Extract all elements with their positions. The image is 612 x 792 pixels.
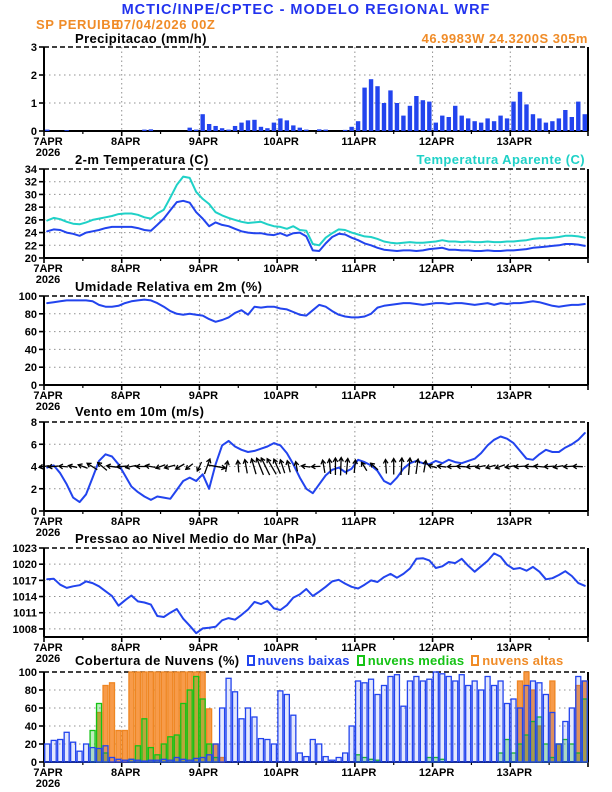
svg-text:10APR: 10APR	[263, 516, 299, 528]
legend-item-low-clouds	[247, 653, 350, 668]
svg-text:1023: 1023	[12, 543, 37, 555]
svg-text:28: 28	[24, 202, 37, 215]
svg-text:0: 0	[30, 380, 37, 392]
svg-text:10APR: 10APR	[263, 263, 299, 275]
svg-text:0: 0	[30, 506, 37, 518]
svg-text:10APR: 10APR	[263, 390, 299, 402]
svg-text:1020: 1020	[12, 559, 37, 572]
svg-text:2026: 2026	[35, 401, 61, 413]
svg-text:13APR: 13APR	[496, 516, 533, 528]
svg-text:13APR: 13APR	[496, 642, 533, 654]
panel-title-precipitation: Precipitacao (mm/h)	[75, 31, 207, 46]
svg-text:12APR: 12APR	[418, 516, 455, 528]
svg-text:8APR: 8APR	[111, 642, 141, 654]
high-clouds-label: nuvens altas	[482, 653, 564, 668]
svg-text:26: 26	[24, 214, 37, 227]
svg-text:0: 0	[30, 757, 37, 769]
svg-text:8: 8	[30, 417, 37, 429]
mid-clouds-swatch-icon	[357, 655, 365, 666]
svg-text:100: 100	[18, 667, 37, 679]
svg-text:13APR: 13APR	[496, 263, 533, 275]
svg-text:13APR: 13APR	[496, 767, 533, 779]
svg-text:8APR: 8APR	[111, 767, 141, 779]
cloud-legend-row	[75, 653, 563, 668]
svg-text:32: 32	[24, 176, 37, 189]
svg-text:11APR: 11APR	[341, 263, 377, 275]
run-datetime: 07/04/2026 00Z	[116, 17, 216, 32]
svg-text:11APR: 11APR	[341, 767, 377, 779]
svg-text:7APR: 7APR	[33, 136, 63, 148]
legend-item-high-clouds	[471, 653, 563, 668]
svg-text:8APR: 8APR	[111, 390, 141, 402]
svg-text:11APR: 11APR	[341, 136, 377, 148]
svg-text:11APR: 11APR	[341, 642, 377, 654]
svg-text:10APR: 10APR	[263, 767, 299, 779]
svg-text:6: 6	[30, 439, 37, 452]
station-name: SP PERUIBE	[36, 17, 121, 32]
model-title: MCTIC/INPE/CPTEC - MODELO REGIONAL WRF	[121, 2, 491, 18]
svg-text:2026: 2026	[35, 274, 61, 286]
svg-text:11APR: 11APR	[341, 390, 377, 402]
svg-text:24: 24	[24, 227, 37, 240]
svg-text:9APR: 9APR	[188, 516, 219, 528]
svg-text:8APR: 8APR	[111, 136, 141, 148]
svg-text:9APR: 9APR	[188, 136, 219, 148]
panel-title-clouds: Cobertura de Nuvens (%)	[75, 653, 240, 668]
svg-text:40: 40	[24, 344, 37, 357]
svg-text:13APR: 13APR	[496, 390, 533, 402]
svg-text:1: 1	[30, 98, 37, 110]
svg-text:7APR: 7APR	[33, 642, 63, 654]
svg-text:2: 2	[30, 70, 37, 82]
svg-text:60: 60	[24, 326, 37, 339]
svg-text:20: 20	[24, 253, 37, 265]
svg-text:9APR: 9APR	[188, 767, 219, 779]
svg-text:0: 0	[30, 126, 37, 138]
svg-text:1017: 1017	[12, 575, 37, 588]
svg-text:2026: 2026	[35, 527, 61, 539]
low-clouds-swatch-icon	[247, 655, 255, 666]
svg-text:10APR: 10APR	[263, 642, 299, 654]
svg-text:10APR: 10APR	[263, 136, 299, 148]
low-clouds-label: nuvens baixas	[257, 653, 350, 668]
svg-text:2026: 2026	[35, 653, 61, 665]
panel-title-pressure: Pressao ao Nivel Medio do Mar (hPa)	[75, 531, 317, 546]
svg-text:9APR: 9APR	[188, 390, 219, 402]
svg-text:30: 30	[24, 189, 37, 202]
svg-text:7APR: 7APR	[33, 263, 63, 275]
panel-title-humidity: Umidade Relativa em 2m (%)	[75, 279, 263, 294]
svg-text:12APR: 12APR	[418, 642, 455, 654]
svg-text:12APR: 12APR	[418, 767, 455, 779]
svg-text:2: 2	[30, 483, 37, 496]
high-clouds-swatch-icon	[471, 655, 479, 666]
svg-text:40: 40	[24, 721, 37, 733]
panel-title-wind: Vento em 10m (m/s)	[75, 404, 205, 419]
svg-text:60: 60	[24, 703, 37, 715]
svg-text:80: 80	[24, 308, 37, 321]
svg-text:12APR: 12APR	[418, 136, 455, 148]
svg-text:1014: 1014	[12, 591, 37, 604]
svg-text:34: 34	[24, 164, 37, 176]
svg-text:3: 3	[30, 42, 37, 54]
svg-text:2026: 2026	[35, 778, 61, 790]
svg-text:11APR: 11APR	[341, 516, 377, 528]
svg-text:80: 80	[24, 685, 37, 697]
svg-text:9APR: 9APR	[188, 642, 219, 654]
svg-text:4: 4	[30, 461, 37, 474]
svg-text:8APR: 8APR	[111, 516, 141, 528]
svg-text:8APR: 8APR	[111, 263, 141, 275]
svg-text:12APR: 12APR	[418, 263, 455, 275]
svg-text:1008: 1008	[12, 623, 37, 636]
svg-text:7APR: 7APR	[33, 767, 63, 779]
svg-text:22: 22	[24, 240, 37, 253]
svg-text:1011: 1011	[13, 607, 37, 620]
station-coordinates: 46.9983W 24.3200S 305m	[421, 31, 588, 46]
svg-text:7APR: 7APR	[33, 390, 63, 402]
svg-text:100: 100	[18, 291, 37, 303]
svg-text:7APR: 7APR	[33, 516, 63, 528]
svg-text:13APR: 13APR	[496, 136, 533, 148]
svg-text:9APR: 9APR	[188, 263, 219, 275]
svg-text:12APR: 12APR	[418, 390, 455, 402]
svg-text:20: 20	[24, 362, 37, 375]
svg-text:2026: 2026	[35, 147, 61, 159]
svg-text:20: 20	[24, 739, 37, 751]
legend-item-mid-clouds	[357, 653, 465, 668]
panel-title-temperature: 2-m Temperatura (C)	[75, 152, 209, 167]
apparent-temperature-label: Temperatura Aparente (C)	[416, 152, 585, 167]
mid-clouds-label: nuvens medias	[367, 653, 465, 668]
